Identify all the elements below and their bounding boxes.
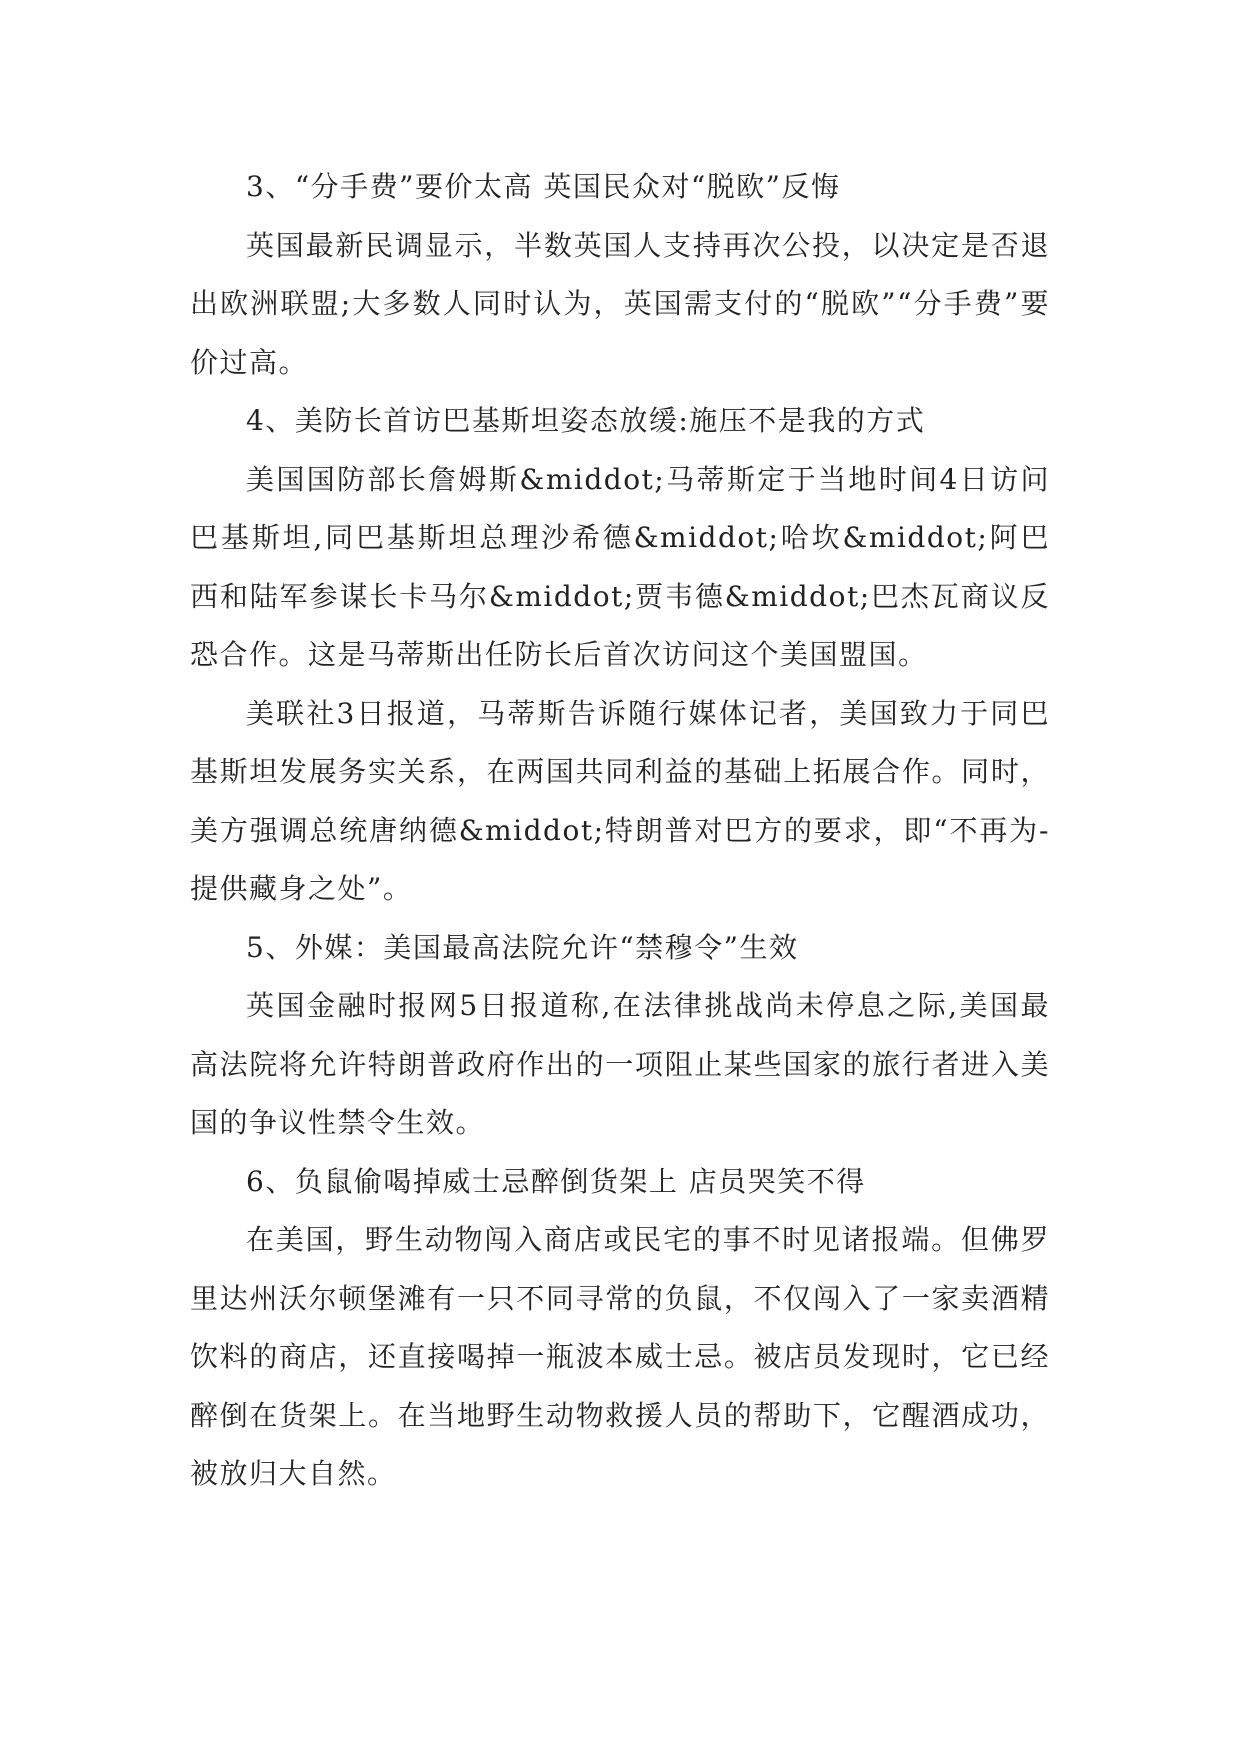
body-paragraph-ap-report: 美联社3日报道，马蒂斯告诉随行媒体记者，美国致力于同巴基斯坦发展务实关系，在两国共同利益的基础上拓展合作。同时，美方强调总统唐纳德&middot;特朗普对巴方的要求，即“不再为-提供藏身之处”。 <box>190 696 1050 905</box>
heading-item-4: 4、美防长首访巴基斯坦姿态放缓:施压不是我的方式 <box>246 404 926 437</box>
heading-item-6: 6、负鼠偷喝掉威士忌醉倒货架上 店员哭笑不得 <box>246 1164 866 1198</box>
body-paragraph-brexit: 英国最新民调显示，半数英国人支持再次公投，以决定是否退出欧洲联盟;大多数人同时认为，英国需支付的“脱欧”“分手费”要价过高。 <box>190 228 1050 379</box>
body-paragraph-opossum: 在美国，野生动物闯入商店或民宅的事不时见诸报端。但佛罗里达州沃尔顿堡滩有一只不同寻常的负鼠，不仅闯入了一家卖酒精饮料的商店，还直接喝掉一瓶波本威士忌。被店员发现时，它已经醉倒在货架上。在当地野生动物救援人员的帮助下，它醒酒成功，被放归大自然。 <box>190 1223 1050 1490</box>
heading-item-3: 3、“分手费”要价太高 英国民众对“脱欧”反悔 <box>246 170 841 203</box>
body-paragraph-mattis-visit: 美国国防部长詹姆斯&middot;马蒂斯定于当地时间4日访问巴基斯坦,同巴基斯坦总理沙希德&middot;哈坎&middot;阿巴西和陆军参谋长卡马尔&middot;贾韦德&middot;巴杰瓦商议反恐合作。这是马蒂斯出任防长后首次访问这个美国盟国。 <box>190 462 1050 671</box>
document-page <box>190 158 1050 1504</box>
heading-item-5: 5、外媒：美国最高法院允许“禁穆令”生效 <box>246 930 799 964</box>
body-paragraph-travel-ban: 英国金融时报网5日报道称,在法律挑战尚未停息之际,美国最高法院将允许特朗普政府作出的一项阻止某些国家的旅行者进入美国的争议性禁令生效。 <box>190 989 1050 1139</box>
